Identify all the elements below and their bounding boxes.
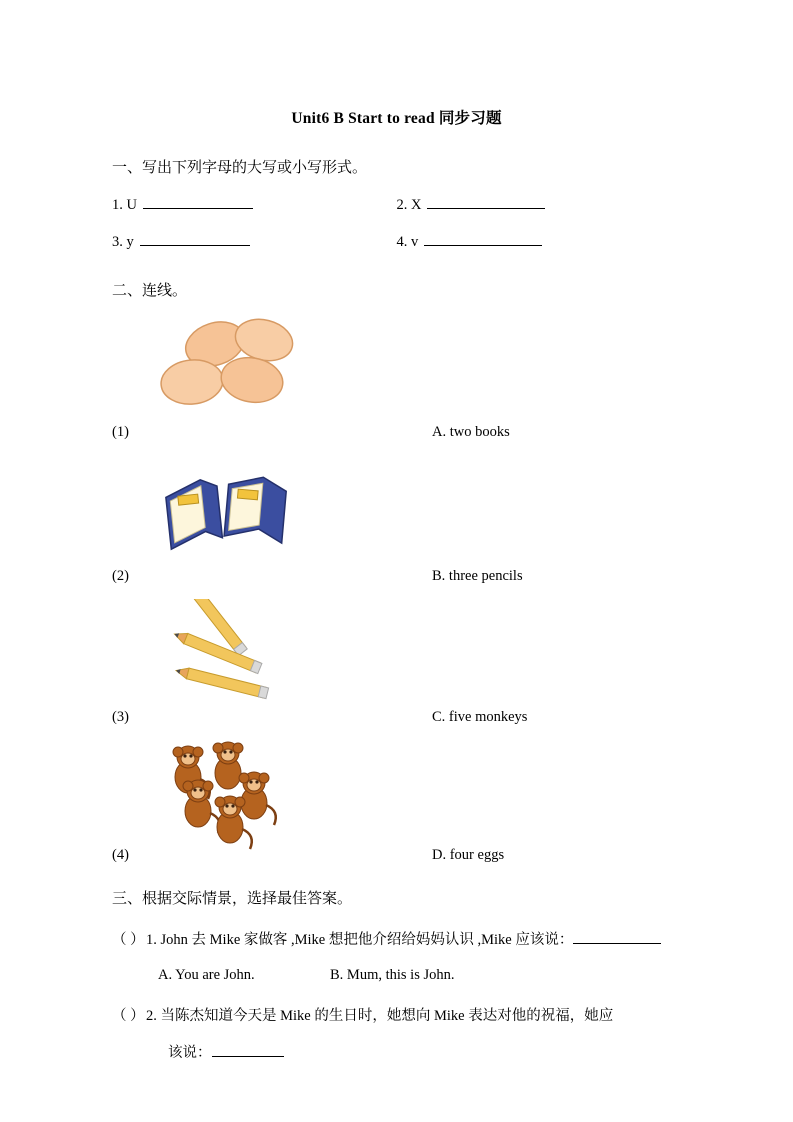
match-item-3: [112, 597, 681, 735]
monkeys-illustration: [160, 737, 320, 858]
section-three-question-1-options: [112, 967, 681, 984]
question-2-label: 2. X: [396, 196, 422, 213]
section-two-heading: 二、连线。: [112, 282, 188, 299]
section-one-row-1: [112, 194, 681, 214]
match-item-3-number: (3): [112, 708, 129, 725]
question-2-continuation-text: 该说：: [168, 1045, 212, 1062]
question-4-answer-blank[interactable]: [424, 231, 542, 246]
match-item-2: [112, 452, 681, 597]
question-1: [112, 194, 397, 214]
books-illustration: [160, 456, 320, 565]
match-item-4-number: (4): [112, 846, 129, 863]
question-2-text: 2. 当陈杰知道今天是 Mike 的生日时，她想向 Mike 表达对他的祝福，她应: [146, 1007, 614, 1024]
pencils-illustration: [160, 599, 330, 710]
question-4-label: 4. v: [396, 233, 419, 250]
section-three-heading: 三、根据交际情景，选择最佳答案。: [112, 890, 353, 907]
page-title: Unit6 B Start to read 同步习题: [291, 110, 502, 127]
eggs-illustration: [152, 310, 332, 425]
matching-exercise: [112, 310, 681, 877]
question-2-blank[interactable]: [212, 1043, 284, 1058]
question-1-answer-blank[interactable]: [143, 194, 253, 209]
section-three-question-2: [112, 1004, 681, 1029]
match-option-c[interactable]: C. five monkeys: [432, 708, 528, 725]
question-3-answer-blank[interactable]: [140, 231, 250, 246]
match-option-d[interactable]: D. four eggs: [432, 846, 505, 863]
question-1-text: 1. John 去 Mike 家做客 ,Mike 想把他介绍给妈妈认识 ,Mike 应该说：: [146, 931, 574, 948]
section-three-question-2-continuation: [112, 1041, 681, 1062]
question-1-label: 1. U: [112, 196, 137, 213]
match-item-1: [112, 310, 681, 452]
question-3-label: 3. y: [112, 233, 134, 250]
match-option-b[interactable]: B. three pencils: [432, 567, 523, 584]
question-2-answer-blank[interactable]: [427, 194, 545, 209]
question-1-blank[interactable]: [573, 929, 661, 944]
question-1-option-b[interactable]: B. Mum, this is John.: [330, 966, 455, 983]
question-1-option-a[interactable]: A. You are John.: [158, 966, 255, 983]
question-4: [397, 231, 682, 251]
section-one-row-2: [112, 231, 681, 251]
match-option-a[interactable]: A. two books: [432, 423, 510, 440]
match-item-2-number: (2): [112, 567, 129, 584]
question-2-choice-paren[interactable]: （ ）: [112, 1007, 145, 1024]
question-3: [112, 231, 397, 251]
question-1-choice-paren[interactable]: （ ）: [112, 931, 145, 948]
question-2: [397, 194, 682, 214]
match-item-4: [112, 735, 681, 877]
section-three-question-1: [112, 928, 681, 953]
match-item-1-number: (1): [112, 423, 129, 440]
section-one-heading: 一、写出下列字母的大写或小写形式。: [112, 160, 368, 176]
